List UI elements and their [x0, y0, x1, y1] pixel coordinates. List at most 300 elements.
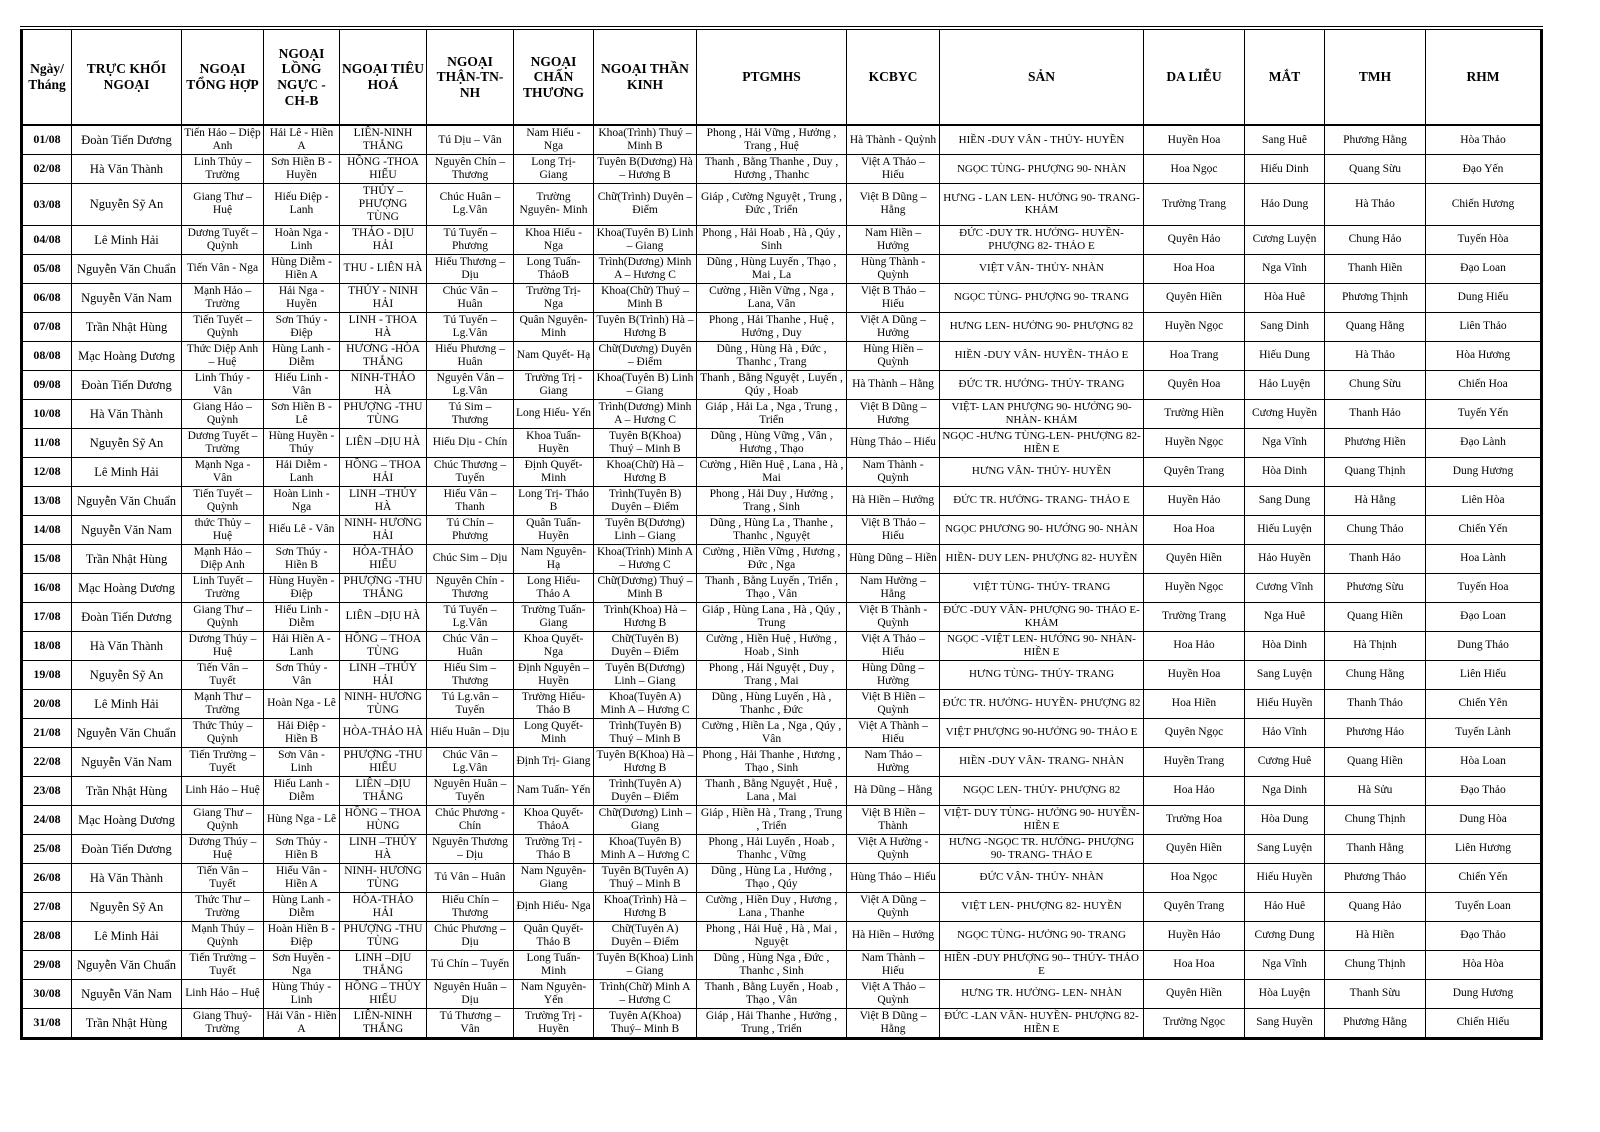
table-cell: Nga Vĩnh	[1245, 254, 1325, 283]
table-cell: Hùng Dũng – Hường	[847, 660, 940, 689]
table-cell: Thanh Sừu	[1325, 979, 1426, 1008]
date-cell: 31/08	[22, 1008, 72, 1038]
table-cell: NGỌC TÙNG- HƯỞNG 90- TRANG	[940, 921, 1144, 950]
table-cell: Thanh , Bằng Thanhe , Duy , Hương , Thanhc	[697, 155, 847, 184]
column-header: NGOẠI CHẤN THƯƠNG	[514, 28, 594, 125]
table-cell: Hà Dũng – Hằng	[847, 776, 940, 805]
table-cell: Định Trị- Giang	[514, 747, 594, 776]
table-cell: Phương Thảo	[1325, 863, 1426, 892]
table-cell: HIỀN -DUY VÂN - THỦY- HUYỀN	[940, 125, 1144, 155]
table-cell: Hoa Hoa	[1144, 950, 1245, 979]
table-cell: Trình(Khoa) Hà – Hương B	[594, 602, 697, 631]
table-cell: Trường Trị - Thảo B	[514, 834, 594, 863]
table-cell: Thanh Hằng	[1325, 834, 1426, 863]
table-body	[22, 125, 1542, 1038]
table-cell: Quyên Ngọc	[1144, 718, 1245, 747]
table-cell: Sang Luyện	[1245, 660, 1325, 689]
table-cell: Việt A Dũng – Quỳnh	[847, 892, 940, 921]
table-cell: NGỌC LEN- THỦY- PHƯỢNG 82	[940, 776, 1144, 805]
date-cell: 12/08	[22, 457, 72, 486]
table-cell: Nguyễn Văn Chuẩn	[72, 718, 182, 747]
table-row	[22, 573, 1542, 602]
table-cell: Mạnh Thúy – Quỳnh	[182, 921, 264, 950]
table-cell: Hiếu Sim – Thương	[427, 660, 514, 689]
table-cell: Tú Chín – Phương	[427, 515, 514, 544]
table-cell: Chiến Yến	[1426, 863, 1542, 892]
table-cell: NGỌC TÙNG- PHƯỢNG 90- TRANG	[940, 283, 1144, 312]
table-cell: Hảo Vĩnh	[1245, 718, 1325, 747]
table-cell: Thanh Hảo	[1325, 544, 1426, 573]
table-cell: Nguyễn Sỹ An	[72, 892, 182, 921]
date-cell: 16/08	[22, 573, 72, 602]
table-cell: Nga Dinh	[1245, 776, 1325, 805]
table-cell: Nam Nguyên- Giang	[514, 863, 594, 892]
table-cell: Cường , Hiền Huệ , Lana , Hà , Mai	[697, 457, 847, 486]
table-cell: Khoa(Tuyên B) Linh – Giang	[594, 225, 697, 254]
table-cell: Hà Hằng	[1325, 486, 1426, 515]
table-cell: VIỆT- DUY TÙNG- HƯỞNG 90- HUYỀN- HIỀN E	[940, 805, 1144, 834]
table-cell: Việt B Dũng – Hương	[847, 399, 940, 428]
table-cell: Giáp , Hải La , Nga , Trung , Triển	[697, 399, 847, 428]
table-cell: Sơn Vân - Linh	[264, 747, 340, 776]
table-cell: Hùng Huyền - Thúy	[264, 428, 340, 457]
table-cell: Giang Hảo – Quỳnh	[182, 399, 264, 428]
table-cell: PHƯỢNG -THU TÙNG	[340, 921, 427, 950]
table-cell: Thức Thư – Trường	[182, 892, 264, 921]
table-cell: Linh Thúy - Vân	[182, 370, 264, 399]
table-cell: Hải Lê - Hiền A	[264, 125, 340, 155]
table-cell: HÒA-THẢO HIẾU	[340, 544, 427, 573]
table-cell: Việt A Thảo – Hiếu	[847, 155, 940, 184]
table-row	[22, 283, 1542, 312]
table-cell: Chung Thịnh	[1325, 950, 1426, 979]
column-header: NGOẠI THẦN KINH	[594, 28, 697, 125]
date-cell: 02/08	[22, 155, 72, 184]
table-row	[22, 631, 1542, 660]
table-cell: Việt B Thành - Quỳnh	[847, 602, 940, 631]
table-row	[22, 125, 1542, 155]
table-cell: Trường Hiền	[1144, 399, 1245, 428]
table-cell: LINH –THỦY HẢI	[340, 660, 427, 689]
date-cell: 14/08	[22, 515, 72, 544]
table-cell: Dũng , Hùng Luyến , Thạo , Mai , La	[697, 254, 847, 283]
table-cell: Huyền Ngọc	[1144, 573, 1245, 602]
table-cell: LIÊN –DỊU HÀ	[340, 428, 427, 457]
table-cell: Khoa(Tuyên A) Minh A – Hương C	[594, 689, 697, 718]
table-cell: Lê Minh Hải	[72, 457, 182, 486]
table-cell: Giáp , Hải Thanhe , Hưởng , Trung , Triển	[697, 1008, 847, 1038]
table-cell: HỒNG – THOA HÙNG	[340, 805, 427, 834]
table-cell: Trình(Dương) Minh A – Hương C	[594, 254, 697, 283]
table-cell: Hùng Lanh - Diễm	[264, 892, 340, 921]
table-cell: Chung Sừu	[1325, 370, 1426, 399]
table-cell: Hùng Thành - Quỳnh	[847, 254, 940, 283]
table-cell: Hoa Hảo	[1144, 776, 1245, 805]
table-cell: Định Quyết- Minh	[514, 457, 594, 486]
table-cell: Quyên Trang	[1144, 457, 1245, 486]
table-cell: Tú Sim – Thương	[427, 399, 514, 428]
table-cell: Trường Trị- Nga	[514, 283, 594, 312]
table-cell: Hùng Nga - Lê	[264, 805, 340, 834]
table-cell: Hòa Hương	[1426, 341, 1542, 370]
table-cell: Giáp , Cường Nguyệt , Trung , Đức , Triển	[697, 184, 847, 226]
table-cell: NGỌC TÙNG- PHƯỢNG 90- NHÀN	[940, 155, 1144, 184]
table-cell: Khoa Tuấn- Huyền	[514, 428, 594, 457]
table-cell: Nguyễn Văn Nam	[72, 283, 182, 312]
table-cell: Hùng Dũng – Hiền	[847, 544, 940, 573]
table-cell: Hùng Diễm - Hiền A	[264, 254, 340, 283]
table-cell: HỒNG – THOA TÙNG	[340, 631, 427, 660]
table-cell: Sang Dinh	[1245, 312, 1325, 341]
table-cell: NINH- HƯƠNG HẢI	[340, 515, 427, 544]
table-row	[22, 428, 1542, 457]
table-cell: Tiến Hảo – Diệp Anh	[182, 125, 264, 155]
table-cell: Tuyên B(Trình) Hà – Hương B	[594, 312, 697, 341]
table-cell: Hiếu Linh - Vân	[264, 370, 340, 399]
table-cell: Chúc Phương – Dịu	[427, 921, 514, 950]
table-cell: Tú Vân – Huân	[427, 863, 514, 892]
table-cell: Hiếu Điệp - Lanh	[264, 184, 340, 226]
table-cell: HIỀN- DUY LEN- PHƯỢNG 82- HUYỀN	[940, 544, 1144, 573]
table-cell: Tiến Trường – Tuyết	[182, 950, 264, 979]
table-cell: Mạc Hoàng Dương	[72, 341, 182, 370]
table-cell: Định Hiếu- Nga	[514, 892, 594, 921]
table-cell: Hiếu Lanh - Diễm	[264, 776, 340, 805]
table-cell: Dung Hương	[1426, 457, 1542, 486]
table-cell: Chung Hằng	[1325, 660, 1426, 689]
table-cell: Hà Hiền – Hưởng	[847, 486, 940, 515]
table-cell: Nguyên Huân – Dịu	[427, 979, 514, 1008]
table-cell: Quân Tuấn- Huyền	[514, 515, 594, 544]
table-cell: Hòa Thảo	[1426, 125, 1542, 155]
table-cell: ĐỨC TR. HƯỞNG- TRANG- THẢO E	[940, 486, 1144, 515]
table-cell: Mạnh Nga - Vân	[182, 457, 264, 486]
table-cell: Việt A Dũng – Hưởng	[847, 312, 940, 341]
table-cell: Nguyễn Sỹ An	[72, 184, 182, 226]
table-cell: THỦY – PHƯỢNG TÙNG	[340, 184, 427, 226]
table-cell: Trình(Dương) Minh A – Hương C	[594, 399, 697, 428]
table-cell: HÒA-THẢO HẢI	[340, 892, 427, 921]
table-cell: Nguyễn Văn Chuẩn	[72, 486, 182, 515]
table-cell: Phong , Hải Duy , Hưởng , Trang , Sinh	[697, 486, 847, 515]
table-cell: Dung Hương	[1426, 979, 1542, 1008]
table-row	[22, 544, 1542, 573]
table-cell: Việt A Thành – Hiếu	[847, 718, 940, 747]
table-cell: Hoa Lành	[1426, 544, 1542, 573]
table-cell: Quân Quyết- Thảo B	[514, 921, 594, 950]
table-cell: Hải Vân - Hiền A	[264, 1008, 340, 1038]
table-cell: Hoàn Hiền B - Điệp	[264, 921, 340, 950]
table-row	[22, 921, 1542, 950]
table-cell: Hiếu Luyện	[1245, 515, 1325, 544]
table-cell: Hà Thành – Hằng	[847, 370, 940, 399]
table-cell: Nguyễn Văn Nam	[72, 515, 182, 544]
table-cell: Chữ(Trình) Duyên – Điểm	[594, 184, 697, 226]
table-cell: Cương Huê	[1245, 747, 1325, 776]
table-cell: Giang Thuý- Trường	[182, 1008, 264, 1038]
table-cell: Hòa Luyện	[1245, 979, 1325, 1008]
table-cell: HƯNG TÙNG- THỦY- TRANG	[940, 660, 1144, 689]
table-cell: Sơn Hiền B - Lê	[264, 399, 340, 428]
table-cell: Đạo Loan	[1426, 254, 1542, 283]
table-cell: Đoàn Tiến Dương	[72, 370, 182, 399]
table-cell: Giáp , Hiền Hà , Trang , Trung , Triển	[697, 805, 847, 834]
table-cell: HƯNG TR. HƯỞNG- LEN- NHÀN	[940, 979, 1144, 1008]
table-cell: Hảo Luyện	[1245, 370, 1325, 399]
table-cell: Phong , Hải Hoab , Hà , Qúy , Sinh	[697, 225, 847, 254]
table-cell: Đoàn Tiến Dương	[72, 834, 182, 863]
table-cell: Liên Hiếu	[1426, 660, 1542, 689]
table-cell: Quang Hiền	[1325, 747, 1426, 776]
table-cell: Huyền Ngọc	[1144, 428, 1245, 457]
table-cell: NINH- HƯƠNG TÙNG	[340, 863, 427, 892]
table-cell: Trường Ngọc	[1144, 1008, 1245, 1038]
table-cell: Hải Diễm - Lanh	[264, 457, 340, 486]
table-cell: Hùng Thảo – Hiếu	[847, 428, 940, 457]
table-cell: Trường Hoa	[1144, 805, 1245, 834]
table-cell: Huyền Hoa	[1144, 660, 1245, 689]
table-cell: Chữ(Dương) Duyên – Điểm	[594, 341, 697, 370]
table-cell: HỒNG – THỦY HIẾU	[340, 979, 427, 1008]
table-cell: Khoa(Chữ) Hà – Hương B	[594, 457, 697, 486]
table-cell: Linh Hảo – Huệ	[182, 979, 264, 1008]
date-cell: 15/08	[22, 544, 72, 573]
table-cell: Nam Thành – Hiếu	[847, 950, 940, 979]
table-row	[22, 660, 1542, 689]
table-cell: Hiếu Lê - Vân	[264, 515, 340, 544]
table-cell: Dũng , Hùng Hà , Đức , Thanhc , Trang	[697, 341, 847, 370]
table-cell: Hiếu Phương – Huân	[427, 341, 514, 370]
table-cell: Sang Luyện	[1245, 834, 1325, 863]
table-cell: Nguyễn Văn Nam	[72, 979, 182, 1008]
table-cell: Việt B Dũng – Hằng	[847, 184, 940, 226]
table-cell: Quân Nguyên- Minh	[514, 312, 594, 341]
date-cell: 09/08	[22, 370, 72, 399]
table-row	[22, 834, 1542, 863]
table-cell: Quang Sừu	[1325, 155, 1426, 184]
table-cell: HƯNG -NGỌC TR. HƯỞNG- PHƯỢNG 90- TRANG- THẢO E	[940, 834, 1144, 863]
table-cell: Nguyên Huân – Tuyến	[427, 776, 514, 805]
table-cell: HIỀN -DUY VÂN- HUYỀN- THẢO E	[940, 341, 1144, 370]
table-cell: Trường Trị - Giang	[514, 370, 594, 399]
table-row	[22, 863, 1542, 892]
table-cell: Long Hiếu- Thảo A	[514, 573, 594, 602]
table-cell: Dương Thúy – Huệ	[182, 631, 264, 660]
table-cell: Nam Nguyên- Hạ	[514, 544, 594, 573]
table-row	[22, 718, 1542, 747]
table-cell: Nguyễn Văn Nam	[72, 747, 182, 776]
table-cell: PHƯỢNG -THU HIẾU	[340, 747, 427, 776]
table-cell: Việt B Hiền – Thành	[847, 805, 940, 834]
table-cell: Chung Thịnh	[1325, 805, 1426, 834]
table-cell: Long Trị- Giang	[514, 155, 594, 184]
column-header: NGOẠI TIÊU HOÁ	[340, 28, 427, 125]
table-cell: Chữ(Dương) Linh – Giang	[594, 805, 697, 834]
table-cell: Linh Thủy – Trường	[182, 155, 264, 184]
table-cell: Đạo Thảo	[1426, 921, 1542, 950]
table-cell: Hải Điệp - Hiền B	[264, 718, 340, 747]
table-cell: Hiếu Dinh	[1245, 155, 1325, 184]
table-cell: Khoa(Chữ) Thuý – Minh B	[594, 283, 697, 312]
table-cell: Nguyên Chín – Thương	[427, 155, 514, 184]
table-cell: Phương Hằng	[1325, 1008, 1426, 1038]
table-cell: NINH-THẢO HÀ	[340, 370, 427, 399]
table-cell: Sơn Thủy - Vân	[264, 660, 340, 689]
table-cell: Tuyến Hòa	[1426, 225, 1542, 254]
table-cell: Tuyến Hoa	[1426, 573, 1542, 602]
table-cell: Hùng Thảo – Hiếu	[847, 863, 940, 892]
table-cell: LINH –THỦY HÀ	[340, 834, 427, 863]
table-cell: Tú Lg.vân – Tuyến	[427, 689, 514, 718]
table-cell: Hoa Hảo	[1144, 631, 1245, 660]
table-cell: Hiếu Vân - Hiền A	[264, 863, 340, 892]
table-cell: Hiếu Linh - Diễm	[264, 602, 340, 631]
table-cell: Quyên Hiền	[1144, 979, 1245, 1008]
table-cell: Phong , Hải Huệ , Hà , Mai , Nguyệt	[697, 921, 847, 950]
table-cell: Huyền Trang	[1144, 747, 1245, 776]
table-cell: Lê Minh Hải	[72, 225, 182, 254]
header-row	[22, 28, 1542, 125]
table-cell: Phương Hảo	[1325, 718, 1426, 747]
table-cell: Hòa Loan	[1426, 747, 1542, 776]
table-cell: Linh Hảo – Huệ	[182, 776, 264, 805]
date-cell: 29/08	[22, 950, 72, 979]
date-cell: 23/08	[22, 776, 72, 805]
table-cell: Quyên Hiền	[1144, 544, 1245, 573]
table-row	[22, 776, 1542, 805]
table-cell: Liên Hòa	[1426, 486, 1542, 515]
table-cell: Tuyên A(Khoa) Thuý– Minh B	[594, 1008, 697, 1038]
table-cell: HƯNG LEN- HƯỞNG 90- PHƯỢNG 82	[940, 312, 1144, 341]
table-cell: Đạo Loan	[1426, 602, 1542, 631]
date-cell: 28/08	[22, 921, 72, 950]
table-cell: Nguyễn Sỹ An	[72, 428, 182, 457]
table-cell: Cường , Hiền Huệ , Hưởng , Hoab , Sinh	[697, 631, 847, 660]
table-cell: Hùng Thúy - Linh	[264, 979, 340, 1008]
table-cell: Long Quyết- Minh	[514, 718, 594, 747]
table-cell: Chúc Sim – Dịu	[427, 544, 514, 573]
table-cell: HƯNG - LAN LEN- HƯỞNG 90- TRANG- KHẢM	[940, 184, 1144, 226]
table-cell: Hoàn Linh - Nga	[264, 486, 340, 515]
table-cell: VIỆT PHƯỢNG 90-HƯỞNG 90- THẢO E	[940, 718, 1144, 747]
table-cell: Quyên Hiền	[1144, 283, 1245, 312]
table-cell: Dung Hòa	[1426, 805, 1542, 834]
table-cell: Sang Huê	[1245, 125, 1325, 155]
table-row	[22, 457, 1542, 486]
table-cell: Long Tuấn- ThảoB	[514, 254, 594, 283]
table-cell: Sang Dung	[1245, 486, 1325, 515]
table-cell: Việt B Dũng – Hằng	[847, 1008, 940, 1038]
date-cell: 25/08	[22, 834, 72, 863]
table-row	[22, 747, 1542, 776]
table-cell: Dương Thúy – Huệ	[182, 834, 264, 863]
table-cell: ĐỨC VÂN- THỦY- NHÀN	[940, 863, 1144, 892]
table-cell: Hảo Huyền	[1245, 544, 1325, 573]
table-cell: Hùng Lanh - Diễm	[264, 341, 340, 370]
table-cell: Phương Hiền	[1325, 428, 1426, 457]
table-row	[22, 689, 1542, 718]
table-cell: Tú Tuyến – Lg.Vân	[427, 312, 514, 341]
table-cell: PHƯỢNG -THU THẮNG	[340, 573, 427, 602]
table-cell: Chữ(Tuyên B) Duyên – Điểm	[594, 631, 697, 660]
table-cell: Nga Vĩnh	[1245, 428, 1325, 457]
table-cell: Hùng Huyền - Điệp	[264, 573, 340, 602]
table-cell: LIÊN-NINH THẮNG	[340, 1008, 427, 1038]
table-cell: Khoa(Tuyên B) Linh – Giang	[594, 370, 697, 399]
table-cell: Tuyến Loan	[1426, 892, 1542, 921]
table-cell: Phương Hằng	[1325, 125, 1426, 155]
table-row	[22, 1008, 1542, 1038]
table-cell: Việt B Hiền – Quỳnh	[847, 689, 940, 718]
table-cell: Hiếu Huân – Dịu	[427, 718, 514, 747]
table-cell: Hải Nga - Huyền	[264, 283, 340, 312]
date-cell: 27/08	[22, 892, 72, 921]
table-cell: Việt A Hường - Quỳnh	[847, 834, 940, 863]
table-row	[22, 602, 1542, 631]
table-cell: ĐỨC -DUY VÂN- PHƯỢNG 90- THẢO E- KHẢM	[940, 602, 1144, 631]
table-cell: Đoàn Tiến Dương	[72, 602, 182, 631]
table-cell: Hà Sửu	[1325, 776, 1426, 805]
table-cell: Đạo Yến	[1426, 155, 1542, 184]
table-cell: Trình(Chữ) Minh A – Hương C	[594, 979, 697, 1008]
table-cell: Trần Nhật Hùng	[72, 776, 182, 805]
table-cell: Mạc Hoàng Dương	[72, 805, 182, 834]
date-cell: 24/08	[22, 805, 72, 834]
table-cell: HƯƠNG -HÒA THẮNG	[340, 341, 427, 370]
column-header: Ngày/ Tháng	[22, 28, 72, 125]
table-cell: Chung Hảo	[1325, 225, 1426, 254]
table-cell: Trường Trị - Huyền	[514, 1008, 594, 1038]
table-cell: Tú Tuyến – Phương	[427, 225, 514, 254]
date-cell: 03/08	[22, 184, 72, 226]
table-cell: Lê Minh Hải	[72, 689, 182, 718]
table-cell: LINH - THOA HÀ	[340, 312, 427, 341]
table-cell: Tuyến Lành	[1426, 718, 1542, 747]
table-cell: Khoa(Trình) Thuý – Minh B	[594, 125, 697, 155]
table-cell: NINH- HƯƠNG TÙNG	[340, 689, 427, 718]
table-cell: Nguyễn Văn Chuẩn	[72, 254, 182, 283]
table-cell: Nam Hiếu - Nga	[514, 125, 594, 155]
table-row	[22, 341, 1542, 370]
table-cell: Nga Huê	[1245, 602, 1325, 631]
table-cell: Khoa Quyết- ThảoA	[514, 805, 594, 834]
column-header: PTGMHS	[697, 28, 847, 125]
table-cell: Dương Tuyết – Trường	[182, 428, 264, 457]
table-cell: Trình(Tuyên B) Thuý – Minh B	[594, 718, 697, 747]
table-cell: Huyền Hảo	[1144, 486, 1245, 515]
table-cell: Sang Huyền	[1245, 1008, 1325, 1038]
column-header: NGOẠI THẬN-TN-NH	[427, 28, 514, 125]
table-cell: Hòa Dinh	[1245, 631, 1325, 660]
table-row	[22, 155, 1542, 184]
table-cell: Tú Thương – Vân	[427, 1008, 514, 1038]
table-cell: Trần Nhật Hùng	[72, 312, 182, 341]
table-cell: Tuyên B(Khoa) Linh – Giang	[594, 950, 697, 979]
table-cell: Hoa Hoa	[1144, 515, 1245, 544]
table-cell: Tuyên B(Tuyên A) Thuý – Minh B	[594, 863, 697, 892]
table-cell: Hoa Ngọc	[1144, 155, 1245, 184]
table-cell: Chúc Huân – Lg.Vân	[427, 184, 514, 226]
table-cell: Thanh Hiền	[1325, 254, 1426, 283]
table-cell: Tuyên B(Dương) Linh – Giang	[594, 660, 697, 689]
table-cell: Trường Trang	[1144, 602, 1245, 631]
date-cell: 26/08	[22, 863, 72, 892]
table-cell: Hiếu Huyền	[1245, 863, 1325, 892]
table-row	[22, 370, 1542, 399]
table-cell: Phong , Hải Luyến , Hoab , Thanhc , Vững	[697, 834, 847, 863]
table-cell: Thanh , Bằng Nguyệt , Luyến , Qúy , Hoab	[697, 370, 847, 399]
table-cell: Quang Hằng	[1325, 312, 1426, 341]
